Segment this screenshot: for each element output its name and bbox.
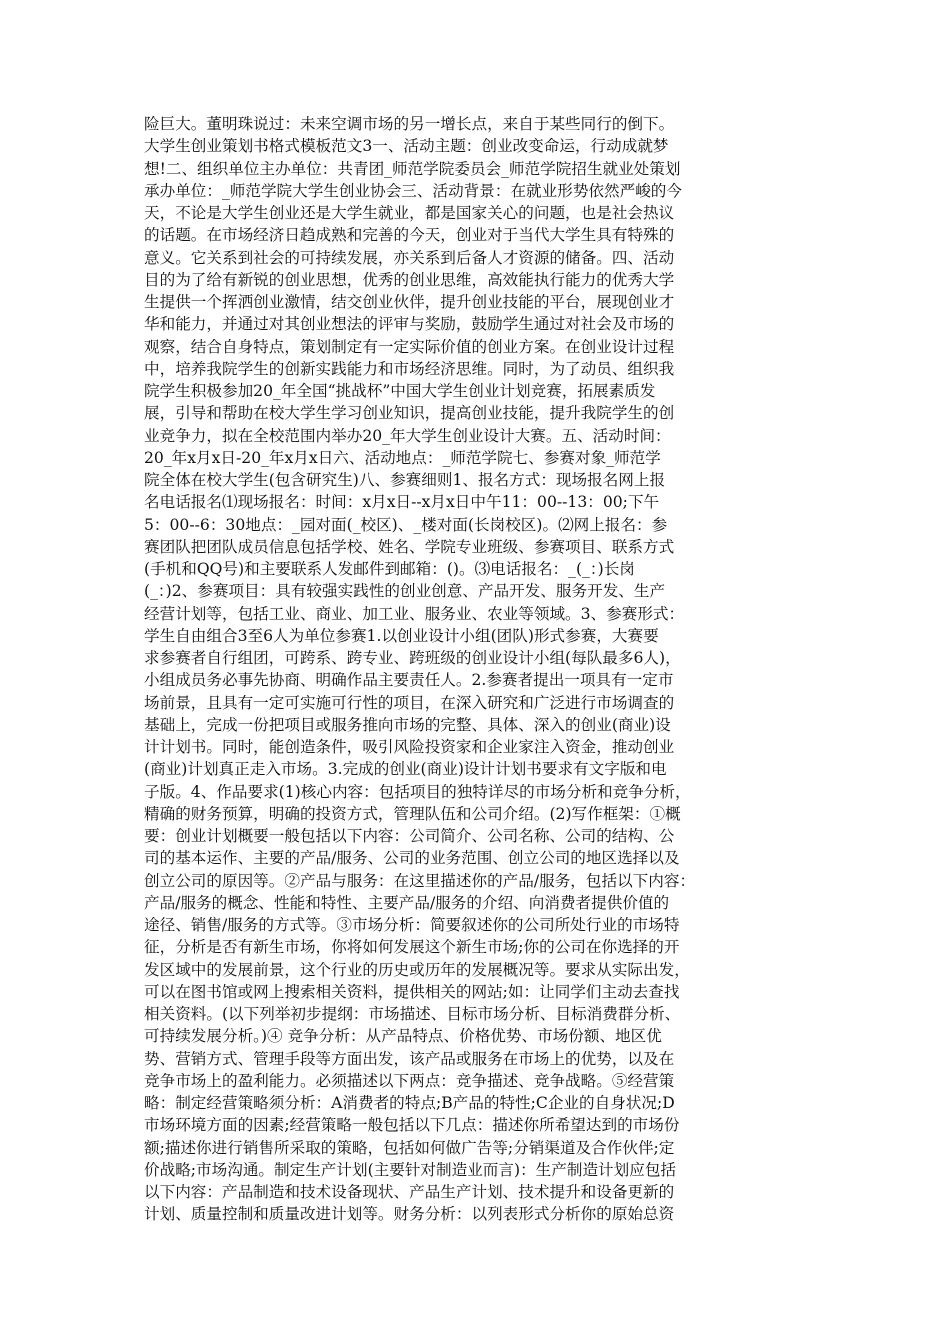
text-line: 20_年x月x日-20_年x月x日六、活动地点：_师范学院七、参赛对象_师范学 xyxy=(144,448,661,467)
text-line: (_：)2、参赛项目：具有较强实践性的创业创意、产品开发、服务开发、生产 xyxy=(144,582,666,601)
text-line: 学生自由组合3至6人为单位参赛1.以创业设计小组(团队)形式参赛，大赛要 xyxy=(144,626,659,645)
text-line: 中，培养我院学生的创新实践能力和市场经济思维。同时，为了动员、组织我 xyxy=(144,359,675,378)
text-line: 生提供一个挥洒创业激情，结交创业伙伴，提升创业技能的平台，展现创业才 xyxy=(144,293,675,311)
text-line: 基础上，完成一份把项目或服务推向市场的完整、具体、深入的创业(商业)设 xyxy=(144,715,671,734)
text-line: 产品/服务的概念、性能和特性、主要产品/服务的介绍、向消费者提供价值的 xyxy=(144,893,670,912)
text-line: (商业)计划真正走入市场。3.完成的创业(商业)设计计划书要求有文字版和电 xyxy=(144,760,667,779)
text-line: 竞争市场上的盈利能力。必须描述以下两点：竞争描述、竞争战略。⑤经营策 xyxy=(144,1071,675,1090)
text-line: 名电话报名⑴现场报名：时间：x月x日--x月x日中午11：00--13：00;下午 xyxy=(144,493,660,512)
text-line: 可持续发展分析。)④ 竞争分析：从产品特点、价格优势、市场份额、地区优 xyxy=(144,1027,662,1046)
text-line: 的话题。在市场经济日趋成熟和完善的今天，创业对于当代大学生具有特殊的 xyxy=(144,226,675,245)
text-line: 子版。4、作品要求(1)核心内容：包括项目的独特详尽的市场分析和竞争分析， xyxy=(144,782,691,801)
text-line: 势、营销方式、管理手段等方面出发，该产品或服务在市场上的优势，以及在 xyxy=(144,1049,675,1068)
text-line: 创立公司的原因等。②产品与服务：在这里描述你的产品/服务，包括以下内容： xyxy=(144,871,696,890)
text-line: 求参赛者自行组团，可跨系、跨专业、跨班级的创业设计小组(每队最多6人)， xyxy=(144,649,681,667)
text-line: 市场环境方面的因素;经营策略一般包括以下几点：描述你所希望达到的市场份 xyxy=(144,1116,680,1135)
text-line: 相关资料。(以下列举初步提纲：市场描述、目标市场分析、目标消费群分析、 xyxy=(144,1005,681,1023)
text-line: 院学生积极参加20_年全国“挑战杯”中国大学生创业计划竞赛，拓展素质发 xyxy=(144,382,656,400)
text-line: 5：00--6：30地点：_园对面(_校区)、_楼对面(长岗校区)。⑵网上报名：参 xyxy=(144,515,668,534)
text-line: 略：制定经营策略须分析：A消费者的特点;B产品的特性;C企业的自身状况;D xyxy=(144,1094,675,1112)
text-line: 途径、销售/服务的方式等。③市场分析：简要叙述你的公司所处行业的市场特 xyxy=(144,916,680,934)
text-line: 可以在图书馆或网上搜索相关资料，提供相关的网站;如：让同学们主动去查找 xyxy=(144,982,680,1001)
text-line: 目的为了给有新锐的创业思想，优秀的创业思维，高效能执行能力的优秀大学 xyxy=(144,270,675,289)
text-line: 价战略;市场沟通。制定生产计划(主要针对制造业而言)：生产制造计划应包括 xyxy=(144,1160,677,1179)
text-line: 额;描述你进行销售所采取的策略，包括如何做广告等;分销渠道及合作伙伴;定 xyxy=(144,1138,675,1157)
text-line: 天，不论是大学生创业还是大学生就业，都是国家关心的问题，也是社会热议 xyxy=(144,204,675,222)
text-line: 精确的财务预算，明确的投资方式，管理队伍和公司介绍。(2)写作框架：①概 xyxy=(144,804,681,823)
text-line: 计划、质量控制和质量改进计划等。财务分析：以列表形式分析你的原始总资 xyxy=(144,1205,675,1224)
text-line: 承办单位：_师范学院大学生创业协会三、活动背景：在就业形势依然严峻的今 xyxy=(144,181,682,200)
text-line: 意义。它关系到社会的可持续发展，亦关系到后备人才资源的储备。四、活动 xyxy=(144,248,675,267)
text-line: 发区域中的发展前景，这个行业的历史或历年的发展概况等。要求从实际出发， xyxy=(144,960,690,979)
text-line: 计计划书。同时，能创造条件，吸引风险投资家和企业家注入资金，推动创业 xyxy=(144,738,675,756)
text-line: 大学生创业策划书格式模板范文3一、活动主题：创业改变命运，行动成就梦 xyxy=(144,137,669,156)
text-line: 想!二、组织单位主办单位：共青团_师范学院委员会_师范学院招生就业处策划 xyxy=(144,159,681,178)
text-line: 险巨大。董明珠说过：未来空调市场的另一增长点，来自于某些同行的倒下。 xyxy=(144,115,675,133)
text-line: 赛团队把团队成员信息包括学校、姓名、学院专业班级、参赛项目、联系方式 xyxy=(144,537,675,556)
text-line: 展，引导和帮助在校大学生学习创业知识，提高创业技能，提升我院学生的创 xyxy=(144,404,675,423)
text-line: 场前景，且具有一定可实施可行性的项目，在深入研究和广泛进行市场调查的 xyxy=(144,693,675,712)
text-line: (手机和QQ号)和主要联系人发邮件到邮箱：()。⑶电话报名：_(_：)长岗 xyxy=(144,560,635,578)
body-text xyxy=(144,113,824,1226)
text-line: 要：创业计划概要一般包括以下内容：公司简介、公司名称、公司的结构、公 xyxy=(144,827,675,845)
text-line: 华和能力，并通过对其创业想法的评审与奖励，鼓励学生通过对社会及市场的 xyxy=(144,315,675,334)
text-line: 征，分析是否有新生市场，你将如何发展这个新生市场;你的公司在你选择的开 xyxy=(144,938,680,957)
text-line: 以下内容：产品制造和技术设备现状、产品生产计划、技术提升和设备更新的 xyxy=(144,1183,675,1201)
text-line: 院全体在校大学生(包含研究生)八、参赛细则1、报名方式：现场报名网上报 xyxy=(144,471,666,489)
text-line: 小组成员务必事先协商、明确作品主要责任人。2.参赛者提出一项具有一定市 xyxy=(144,671,674,690)
text-line: 观察，结合自身特点，策划制定有一定实际价值的创业方案。在创业设计过程 xyxy=(144,337,675,356)
text-line: 经营计划等，包括工业、商业、加工业、服务业、农业等领域。3、参赛形式： xyxy=(144,604,685,623)
text-line: 司的基本运作、主要的产品/服务、公司的业务范围、创立公司的地区选择以及 xyxy=(144,849,680,868)
text-line: 业竞争力，拟在全校范围内举办20_年大学生创业设计大赛。五、活动时间： xyxy=(144,426,671,445)
